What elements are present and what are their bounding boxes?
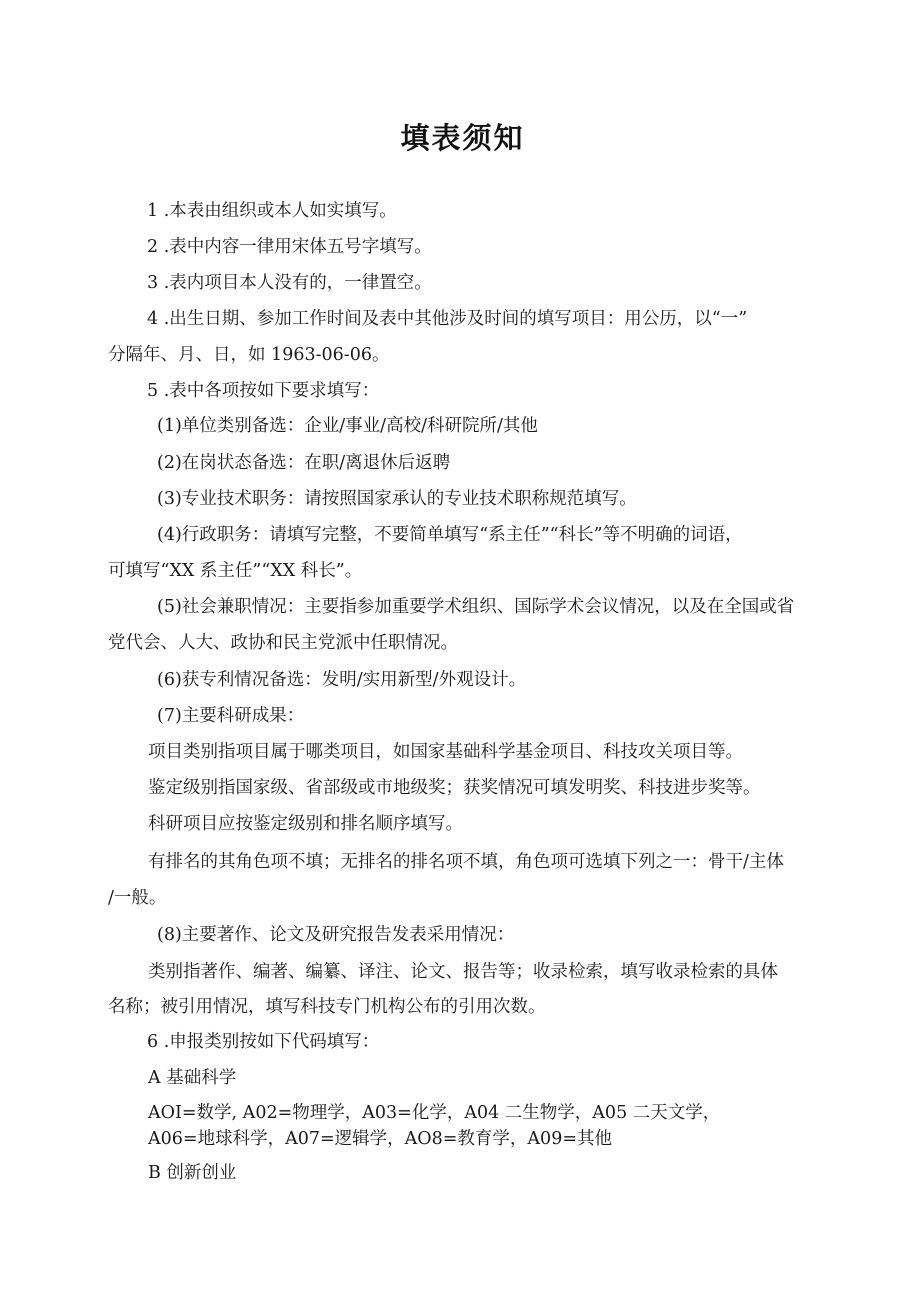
rule-5: 5 .表中各项按如下要求填写： <box>147 381 380 401</box>
item-8-note-1-cont: 名称；被引用情况，填写科技专门机构公布的引用次数。 <box>108 997 546 1017</box>
category-a-heading: A 基础科学 <box>148 1068 237 1088</box>
rule-4-cont: 分隔年、月、日，如 1963-06-06。 <box>108 345 390 365</box>
item-7-note-3: 科研项目应按鉴定级别和排名顺序填写。 <box>148 814 463 834</box>
rule-5-item-5: (5)社会兼职情况：主要指参加重要学术组织、国际学术会议情况，以及在全国或省 <box>157 597 795 617</box>
rule-5-item-4-cont: 可填写“XX 系主任”“XX 科长”。 <box>108 561 363 581</box>
rule-5-item-1: (1)单位类别备选：企业/事业/高校/科研院所/其他 <box>157 416 538 436</box>
rule-5-item-4: (4)行政职务：请填写完整，不要简单填写“系主任”“科长”等不明确的词语， <box>157 525 743 545</box>
rule-5-item-8: (8)主要著作、论文及研究报告发表采用情况： <box>157 925 515 945</box>
rule-2: 2 .表中内容一律用宋体五号字填写。 <box>147 237 432 257</box>
item-7-note-2: 鉴定级别指国家级、省部级或市地级奖；获奖情况可填发明奖、科技进步奖等。 <box>148 778 761 798</box>
rule-4: 4 .出生日期、参加工作时间及表中其他涉及时间的填写项目：用公历，以“一” <box>147 309 748 329</box>
rule-5-item-5-cont: 党代会、人大、政协和民主党派中任职情况。 <box>108 633 458 653</box>
rule-1: 1 .本表由组织或本人如实填写。 <box>147 201 397 221</box>
category-a-codes-1: AOI=数学, A02=物理学，A03=化学，A04 二生物学，A05 二天文学， <box>148 1103 721 1123</box>
rule-5-item-2: (2)在岗状态备选：在职/离退休后返聘 <box>157 453 451 473</box>
item-7-note-4: 有排名的其角色项不填；无排名的排名项不填，角色项可选填下列之一：骨干/主体 <box>148 852 784 872</box>
rule-3: 3 .表内项目本人没有的，一律置空。 <box>147 273 432 293</box>
category-b-heading: B 创新创业 <box>148 1163 237 1183</box>
rule-5-item-6: (6)获专利情况备选：发明/实用新型/外观设计。 <box>157 670 527 690</box>
rule-5-item-3: (3)专业技术职务：请按照国家承认的专业技术职称规范填写。 <box>157 489 637 509</box>
rule-5-item-7: (7)主要科研成果： <box>157 706 305 726</box>
item-8-note-1: 类别指著作、编著、编纂、译注、论文、报告等；收录检索，填写收录检索的具体 <box>148 962 778 982</box>
rule-6: 6 .申报类别按如下代码填写： <box>147 1032 380 1052</box>
category-a-codes-2: A06=地球科学，A07=逻辑学，AO8=教育学，A09=其他 <box>148 1129 612 1149</box>
item-7-note-1: 项目类别指项目属于哪类项目，如国家基础科学基金项目、科技攻关项目等。 <box>148 742 743 762</box>
page-title: 填表须知 <box>400 121 525 155</box>
item-7-note-4-cont: /一般。 <box>108 888 167 908</box>
